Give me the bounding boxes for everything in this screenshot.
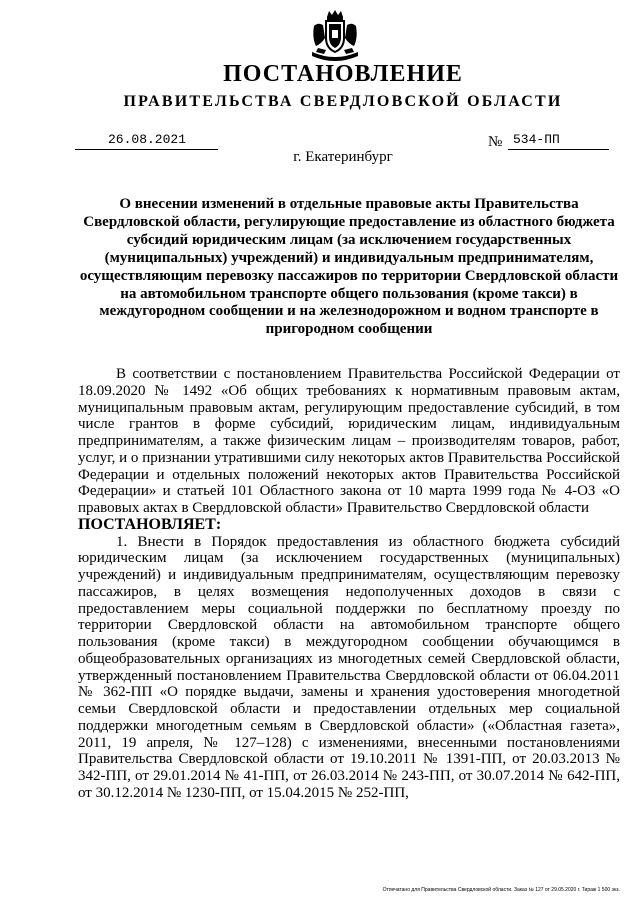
- document-body: [78, 366, 620, 802]
- preamble-paragraph: В соответствии с постановлением Правительства Российской Федерации от 18.09.2020 № 1492 «Об общих требованиях к нормативным правовым актам, муниципальным правовым актам, регулирующим предоставление субсидий, в том числе грантов в форме субсидий, юридическим лицам, индивидуальным предпринимателям, а также физическим лицам – производителям товаров, работ, услуг, и о признании утратившими силу некоторых актов Правительства Российской Федерации и отдельных положений некоторых актов Правительства Российской Федерации» и статьей 101 Областного закона от 10 марта 1999 года № 4-ОЗ «О правовых актах в Свердловской области» Правительство Свердловской области: [78, 366, 620, 516]
- document-type-title: ПОСТАНОВЛЕНИЕ: [223, 61, 463, 87]
- print-footer: Отпечатано для Правительства Свердловской области. Заказ № 127 от 29.05.2020 г. Тираж 1 500 экз.: [382, 887, 620, 893]
- city: г. Екатеринбург: [293, 149, 393, 165]
- document-date: 26.08.2021: [108, 132, 187, 147]
- document-number: 534-ПП: [513, 132, 560, 147]
- issuer-subtitle: ПРАВИТЕЛЬСТВА СВЕРДЛОВСКОЙ ОБЛАСТИ: [123, 93, 563, 110]
- item-1-paragraph: 1. Внести в Порядок предоставления из областного бюджета субсидий юридическим лицам (за исключением государственных (муниципальных) учреждений) и индивидуальным предпринимателям, осуществляющим перевозку пассажиров, в целях возмещения недополученных доходов в связи с предоставлением меры социальной поддержки по бесплатному проезду по территории Свердловской области на автомобильном транспорте общего пользования (кроме такси) в междугородном сообщении обучающимся в общеобразовательных организациях из многодетных семей Свердловской области, утвержденный постановлением Правительства Свердловской области от 06.04.2011 № 362-ПП «О порядке выдачи, замены и хранения удостоверения многодетной семьи Свердловской области и предоставлении отдельных мер социальной поддержки многодетным семьям в Свердловской области» («Областная газета», 2011, 19 апреля, № 127–128) с изменениями, внесенными постановлениями Правительства Свердловской области от 19.10.2011 № 1391-ПП, от 20.03.2013 № 342-ПП, от 29.01.2014 № 41-ПП, от 26.03.2014 № 243-ПП, от 30.07.2014 № 642-ПП, от 30.12.2014 № 1230-ПП, от 15.04.2015 № 252-ПП,: [78, 533, 620, 801]
- document-heading: О внесении изменений в отдельные правовые акты Правительства Свердловской области, регулирующие предоставление из областного бюджета субсидий юридическим лицам (за исключением государственных (муниципальных) учреждений) и индивидуальным предпринимателям, осуществляющим перевозку пассажиров по территории Свердловской области на автомобильном транспорте общего пользования (кроме такси) в междугородном сообщении и на железнодорожном и водном транспорте в пригородном сообщении: [79, 196, 619, 338]
- coat-of-arms-emblem: [306, 8, 364, 64]
- resolves-label: ПОСТАНОВЛЯЕТ:: [78, 515, 222, 533]
- number-label: №: [488, 134, 503, 150]
